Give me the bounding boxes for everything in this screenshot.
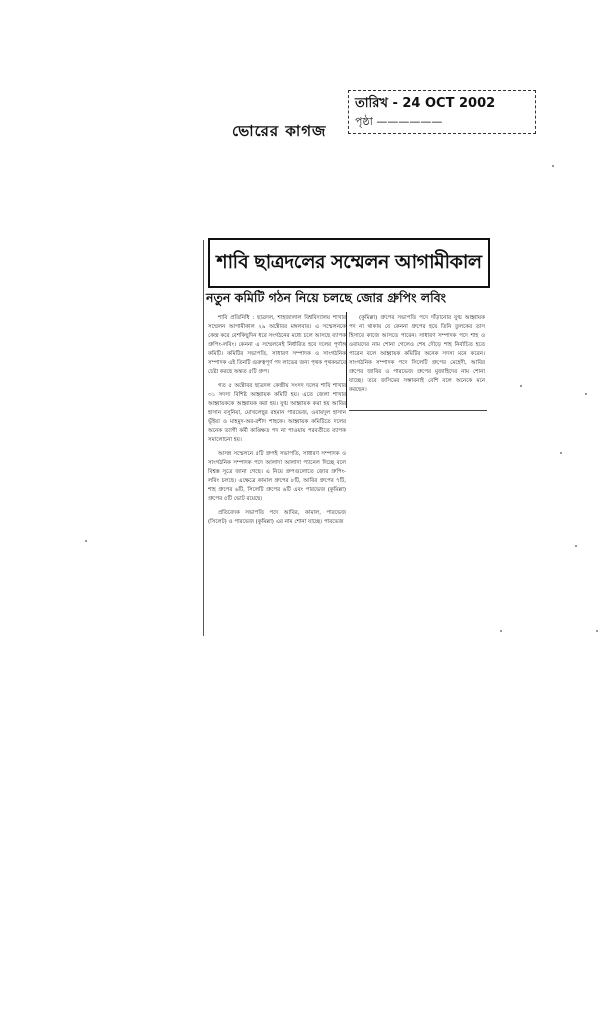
article-headline: শাবি ছাত্রদলের সম্মেলন আগামীকাল (208, 238, 490, 288)
article-subheadline: নতুন কমিটি গঠন নিয়ে চলছে জোর গ্রুপিং লবিং (206, 290, 447, 305)
article-paragraph: (কুমিল্লা) গ্রুপের সভাপতি পদে দাঁড়ানোর যুগ্ম আহ্বায়ক পদ না থাকায় যে কেননা গ্রুপের হয়ে তিনি তুলকের তাস হিসাবে কাজে আসতে পারেন। সাধারণ সম্পাদক পদে শাহ ও ওবায়দের নাম শোনা গেলেও শেষ দৌড়ে শাহ নির্বাচিত হতে পারেন বলে আহ্বায়ক কমিটির অনেক সদস্য মনে করেন। সাংগঠনিক সম্পাদক পদে সিলেটি গ্রুপের মেহেদী, আবির গ্রুপের জাবির ও পারভেজ গ্রুপের মুজাহিদের নাম শোনা যাচ্ছে। তবে জসিমের সম্ভাবনাই বেশি বলে অনেকে মনে করছেন। (349, 315, 485, 393)
newspaper-name: ভোরের কাগজ (232, 122, 327, 140)
article-paragraph: গত ৫ অক্টোবর ছাত্রদল কেন্দ্রীয় সংসদ দলের শাবি শাখার ৩১ সদস্য বিশিষ্ট আহ্বায়ক কমিটি হয়। এতে জেলা শাখার আহ্বায়ককে আহ্বায়ক করা হয়। যুগ্ম আহ্বায়ক করা হয় আবির হাসান বসুনিয়া, মোখলেছুর রহমান পারভেজ, ওবায়দুল হাসান ভূঁইয়া ও মাহমুদ-অর-রশীদ শাহকে। আহ্বায়ক কমিটিতে দলের অনেক ত্যাগী কর্মী কাঙ্ক্ষিত পদ না পাওয়ায় পরবর্তীতে ব্যাপক সমালোচনা হয়। (208, 383, 346, 443)
stamp-page-label: পৃষ্ঠা (355, 115, 373, 128)
stamp-date: 24 OCT 2002 (402, 96, 496, 111)
article-paragraph: শাবি প্রতিনিধি : ছাত্রদল, শাহজালাল বিশ্ববিদ্যালয় শাখার সম্মেলন আগামীকাল ২৯ অক্টোবর মঙ্গলবার। এ সম্মেলনকে কেন্দ্র করে বেশকিছুদিন ধরে সংগঠনের মধ্যে চলে আসছে ব্যাপক গ্রুপিং-লবিং। কেননা এ সম্মেলনেই নির্ধারিত হবে দলের পূর্ণাঙ্গ কমিটি। কমিটির সভাপতি, সাধারণ সম্পাদক ও সাংগঠনিক সম্পাদক এই তিনটি গুরুত্বপূর্ণ পদ লাভের জন্য পৃথক পৃথকভাবে চেষ্টা করছে অন্তত ৫টি গ্রুপ। (208, 315, 346, 375)
article-paragraph: আসন্ন সম্মেলনে ৫টি গ্রুপই সভাপতি, সাধারণ সম্পাদক ও সাংগঠনিক সম্পাদক পদে আলাদা আলাদা প্যানেল দিচ্ছে বলে বিশ্বস্ত সূত্রে জানা গেছে। এ নিয়ে গ্রুপগুলোতে জোর গ্রুপিং-লবিং চলছে। এক্ষেত্রে কামাল গ্রুপের ৮টি, আবির গ্রুপের ৭টি, শাহ গ্রুপের ৬টি, সিলেটি গ্রুপের ৬টি এবং পারভেজ (কুমিল্লা) গ্রুপের ৫টি ভোট রয়েছে। (208, 451, 346, 502)
clipping-edge (203, 240, 204, 636)
date-stamp (348, 90, 536, 134)
stamp-date-row: তারিখ - 24 OCT 2002 (355, 96, 496, 111)
column-bottom-rule (349, 410, 487, 411)
article-paragraph: প্রতিবেদক সভাপতি পদে আবির, কামাল, পারভেজ (সিলেট) ও পারভেজ (কুমিল্লা) এর নাম শোনা যাচ্ছে। পারভেজ (208, 510, 346, 525)
article-right-column (349, 314, 485, 408)
stamp-date-label: তারিখ (355, 96, 388, 111)
stamp-page-row: পৃষ্ঠা —————— (355, 115, 443, 128)
article-left-column (208, 314, 346, 634)
column-divider (346, 312, 347, 408)
